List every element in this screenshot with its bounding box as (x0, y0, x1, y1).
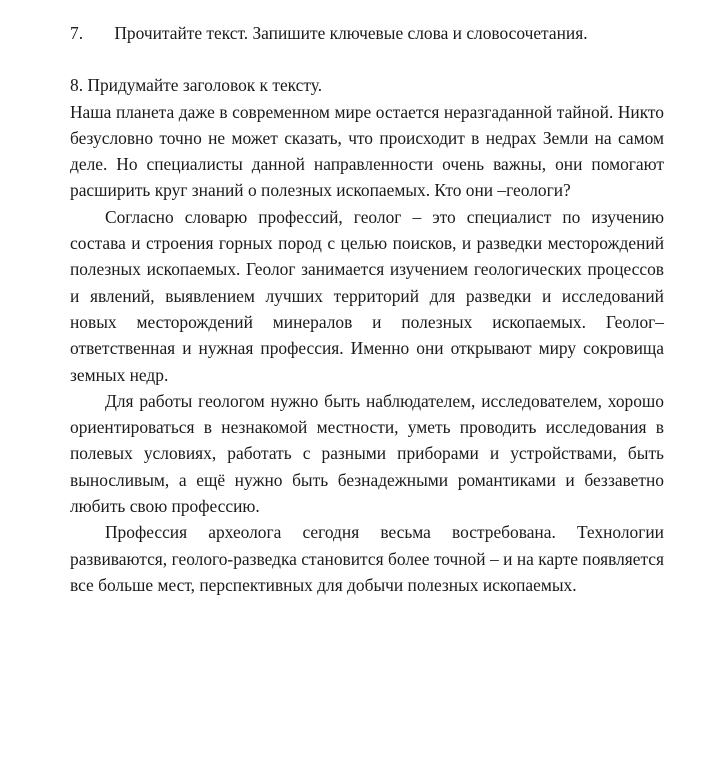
paragraph-conclusion: Профессия археолога сегодня весьма востребована. Технологии развиваются, геолого-разведка становится более точной – и на карте появляется все больше мест, перспективных для добычи полезных ископаемых. (70, 522, 664, 595)
document-page (70, 20, 664, 598)
task-7-text: Прочитайте текст. Запишите ключевые слова и словосочетания. (114, 23, 588, 43)
task-7 (70, 20, 664, 46)
paragraph-intro: Наша планета даже в современном мире остается неразгаданной тайной. Никто безусловно точно не может сказать, что происходит в недрах Земли на самом деле. Но специалисты данной направленности очень важны, они помогают расширить круг знаний о полезных ископаемых. Кто они –геологи? (70, 101, 664, 201)
paragraph-definition: Согласно словарю профессий, геолог – это специалист по изучению состава и строения горных пород с целью поисков, и разведки месторождений полезных ископаемых. Геолог занимается изучением геологических процессов и явлений, выявлением лучших территорий для разведки и исследований новых месторождений минералов и полезных ископаемых. Геолог–ответственная и нужная профессия. Именно они открывают миру сокровища земных недр. (70, 206, 664, 385)
paragraph-requirements: Для работы геологом нужно быть наблюдателем, исследователем, хорошо ориентироваться в незнакомой местности, уметь проводить исследования в полевых условиях, работать с разными приборами и устройствами, быть выносливым, а ещё нужно быть безнадежными романтиками и беззаветно любить свою профессию. (70, 390, 664, 517)
task-8-heading: 8. Придумайте заголовок к тексту. (70, 75, 323, 96)
task-7-number: 7. (70, 23, 84, 43)
